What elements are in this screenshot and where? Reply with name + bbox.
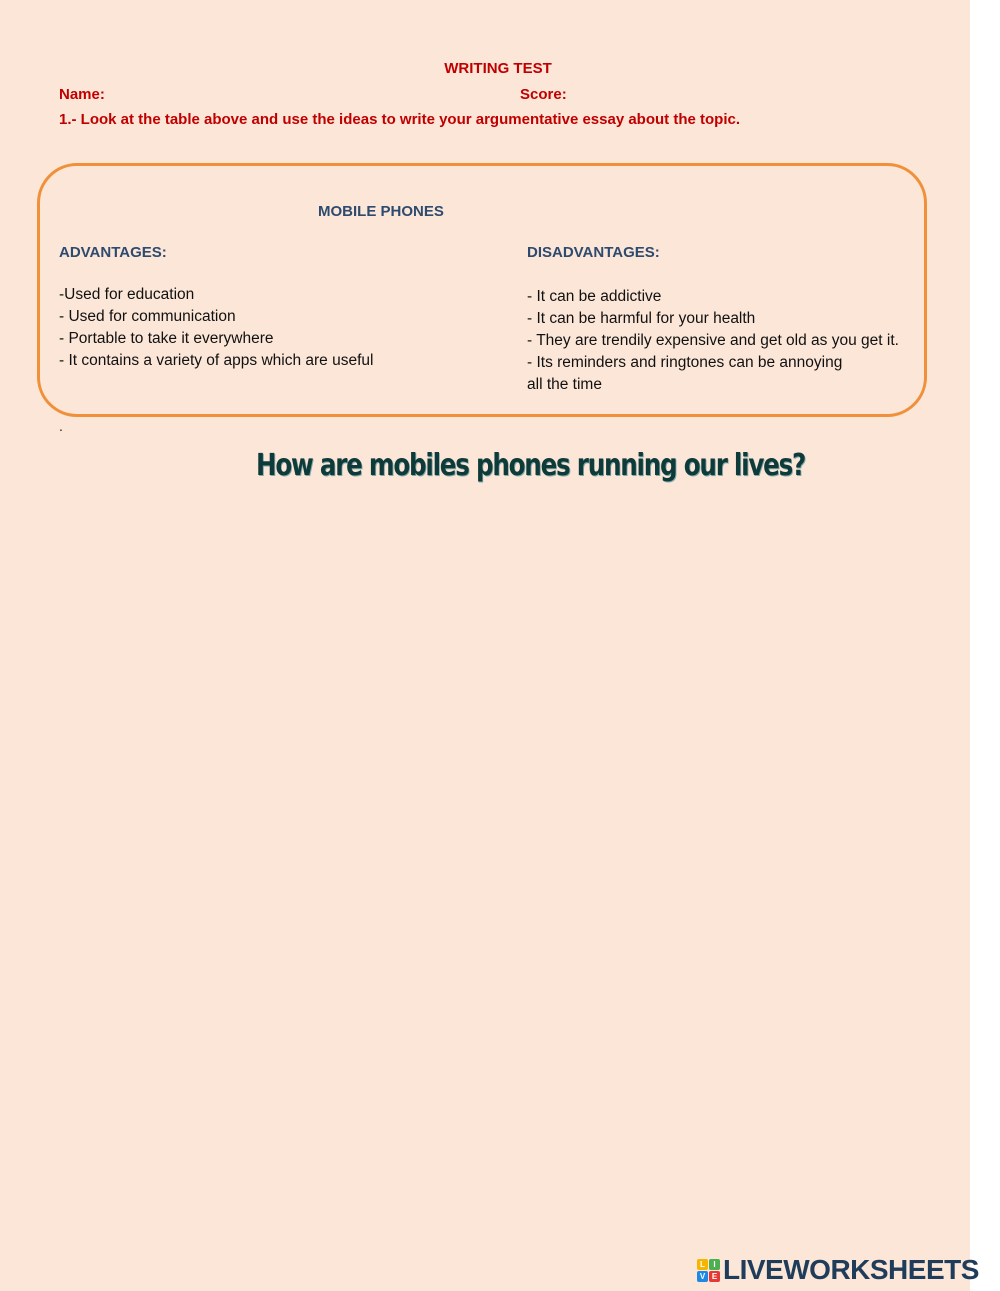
page-title: WRITING TEST	[444, 60, 552, 77]
list-item: - It can be addictive	[527, 288, 662, 305]
list-item: - It can be harmful for your health	[527, 310, 756, 327]
liveworksheets-logo[interactable]	[697, 1254, 979, 1286]
list-item: - Used for communication	[59, 308, 236, 325]
instruction-text: 1.- Look at the table above and use the ideas to write your argumentative essay about the topic.	[59, 111, 740, 128]
list-item: - Its reminders and ringtones can be annoying	[527, 354, 843, 371]
name-label: Name:	[59, 86, 105, 103]
list-item: - They are trendily expensive and get old as you get it.	[527, 332, 899, 349]
advantages-heading: ADVANTAGES:	[59, 244, 167, 261]
list-item: -Used for education	[59, 286, 195, 303]
list-item: - Portable to take it everywhere	[59, 330, 274, 347]
disadvantages-list	[527, 286, 899, 396]
logo-icon: L I V E	[697, 1259, 720, 1282]
advantages-list	[59, 284, 373, 372]
stray-dot: .	[59, 418, 63, 434]
essay-question: How are mobiles phones running our lives?	[256, 448, 806, 483]
page-margin	[970, 0, 1000, 1291]
logo-text: LIVEWORKSHEETS	[723, 1254, 979, 1285]
score-label: Score:	[520, 86, 567, 103]
list-item: - It contains a variety of apps which are useful	[59, 352, 374, 369]
list-item: all the time	[527, 376, 602, 393]
table-title: MOBILE PHONES	[318, 203, 444, 220]
disadvantages-heading: DISADVANTAGES:	[527, 244, 660, 261]
